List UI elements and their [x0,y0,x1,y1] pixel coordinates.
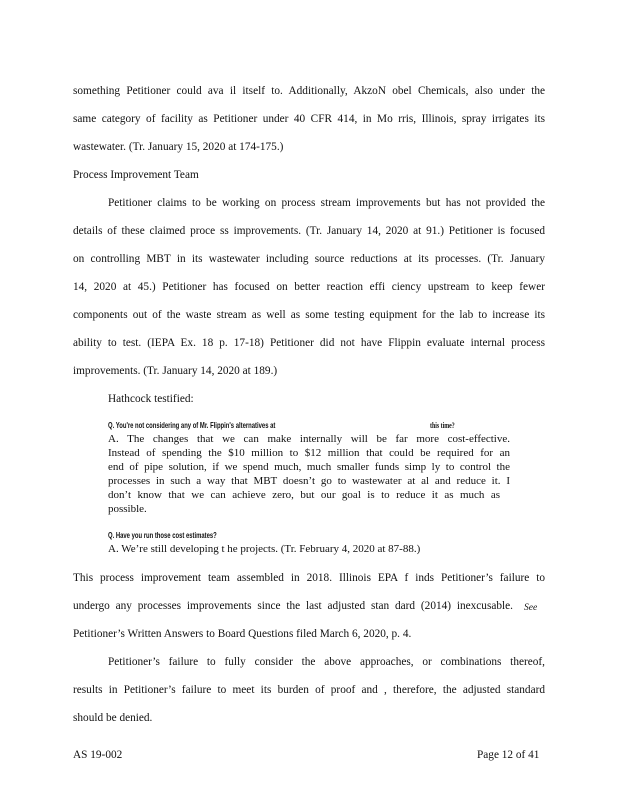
paragraph-line: Petitioner’s failure to fully consider the above approaches, or combinations thereof, [108,656,545,668]
answer-line: processes in such a way that MBT doesn’t go to wastewater at al and reduce it. I [108,475,510,487]
answer-line: A. We’re still developing t he projects. (Tr. February 4, 2020 at 87-88.) [108,543,421,555]
question-text-end: this time? [430,421,455,430]
question-text: Q. Have you run those cost estimates? [108,531,217,540]
paragraph-line: This process improvement team assembled in 2018. Illinois EPA f inds Petitioner’s failure to [73,572,545,584]
answer-line: don’t know that we can achieve zero, but our goal is to reduce it as much as [108,489,500,501]
answer-line: A. The changes that we can make internally will be far more cost-effective. [108,433,510,445]
page-number: Page 12 of 41 [477,749,540,761]
testimony-intro: Hathcock testified: [108,393,194,405]
section-heading: Process Improvement Team [73,169,199,181]
case-number: AS 19-002 [73,749,123,761]
paragraph-line: Petitioner’s Written Answers to Board Questions filed March 6, 2020, p. 4. [73,628,412,640]
answer-line: Instead of spending the $10 million to $12 million that could be required for an [108,447,510,459]
paragraph-line: ability to test. (IEPA Ex. 18 p. 17-18) Petitioner did not have Flippin evaluate internal process [73,337,545,349]
paragraph-line: same category of facility as Petitioner under 40 CFR 414, in Mo rris, Illinois, spray irrigates its [73,113,545,125]
answer-line: end of pipe solution, if we spend much, much smaller funds simp ly to control the [108,461,510,473]
see-citation-signal: See [524,603,538,613]
paragraph-line: results in Petitioner’s failure to meet its burden of proof and , therefore, the adjusted standard [73,684,545,696]
paragraph-line: details of these claimed proce ss improvements. (Tr. January 14, 2020 at 91.) Petitioner is focused [73,225,545,237]
paragraph-line: on controlling MBT in its wastewater including source reductions at its processes. (Tr. January [73,253,545,265]
paragraph-line: improvements. (Tr. January 14, 2020 at 189.) [73,365,278,377]
answer-line: possible. [108,503,147,515]
paragraph-line: components out of the waste stream as well as some testing equipment for the lab to increase its [73,309,545,321]
paragraph-line: 14, 2020 at 45.) Petitioner has focused on better reaction effi ciency upstream to keep fewer [73,281,545,293]
question-text: Q. You're not considering any of Mr. Flippin's alternatives at [108,421,276,430]
paragraph-line: something Petitioner could ava il itself to. Additionally, AkzoN obel Chemicals, also under the [73,85,545,97]
paragraph-line: should be denied. [73,712,153,724]
paragraph-line: undergo any processes improvements since the last adjusted stan dard (2014) inexcusable. [73,600,513,612]
paragraph-line: Petitioner claims to be working on process stream improvements but has not provided the [108,197,545,209]
see-signal [524,600,537,615]
paragraph-line: wastewater. (Tr. January 15, 2020 at 174-175.) [73,141,284,153]
